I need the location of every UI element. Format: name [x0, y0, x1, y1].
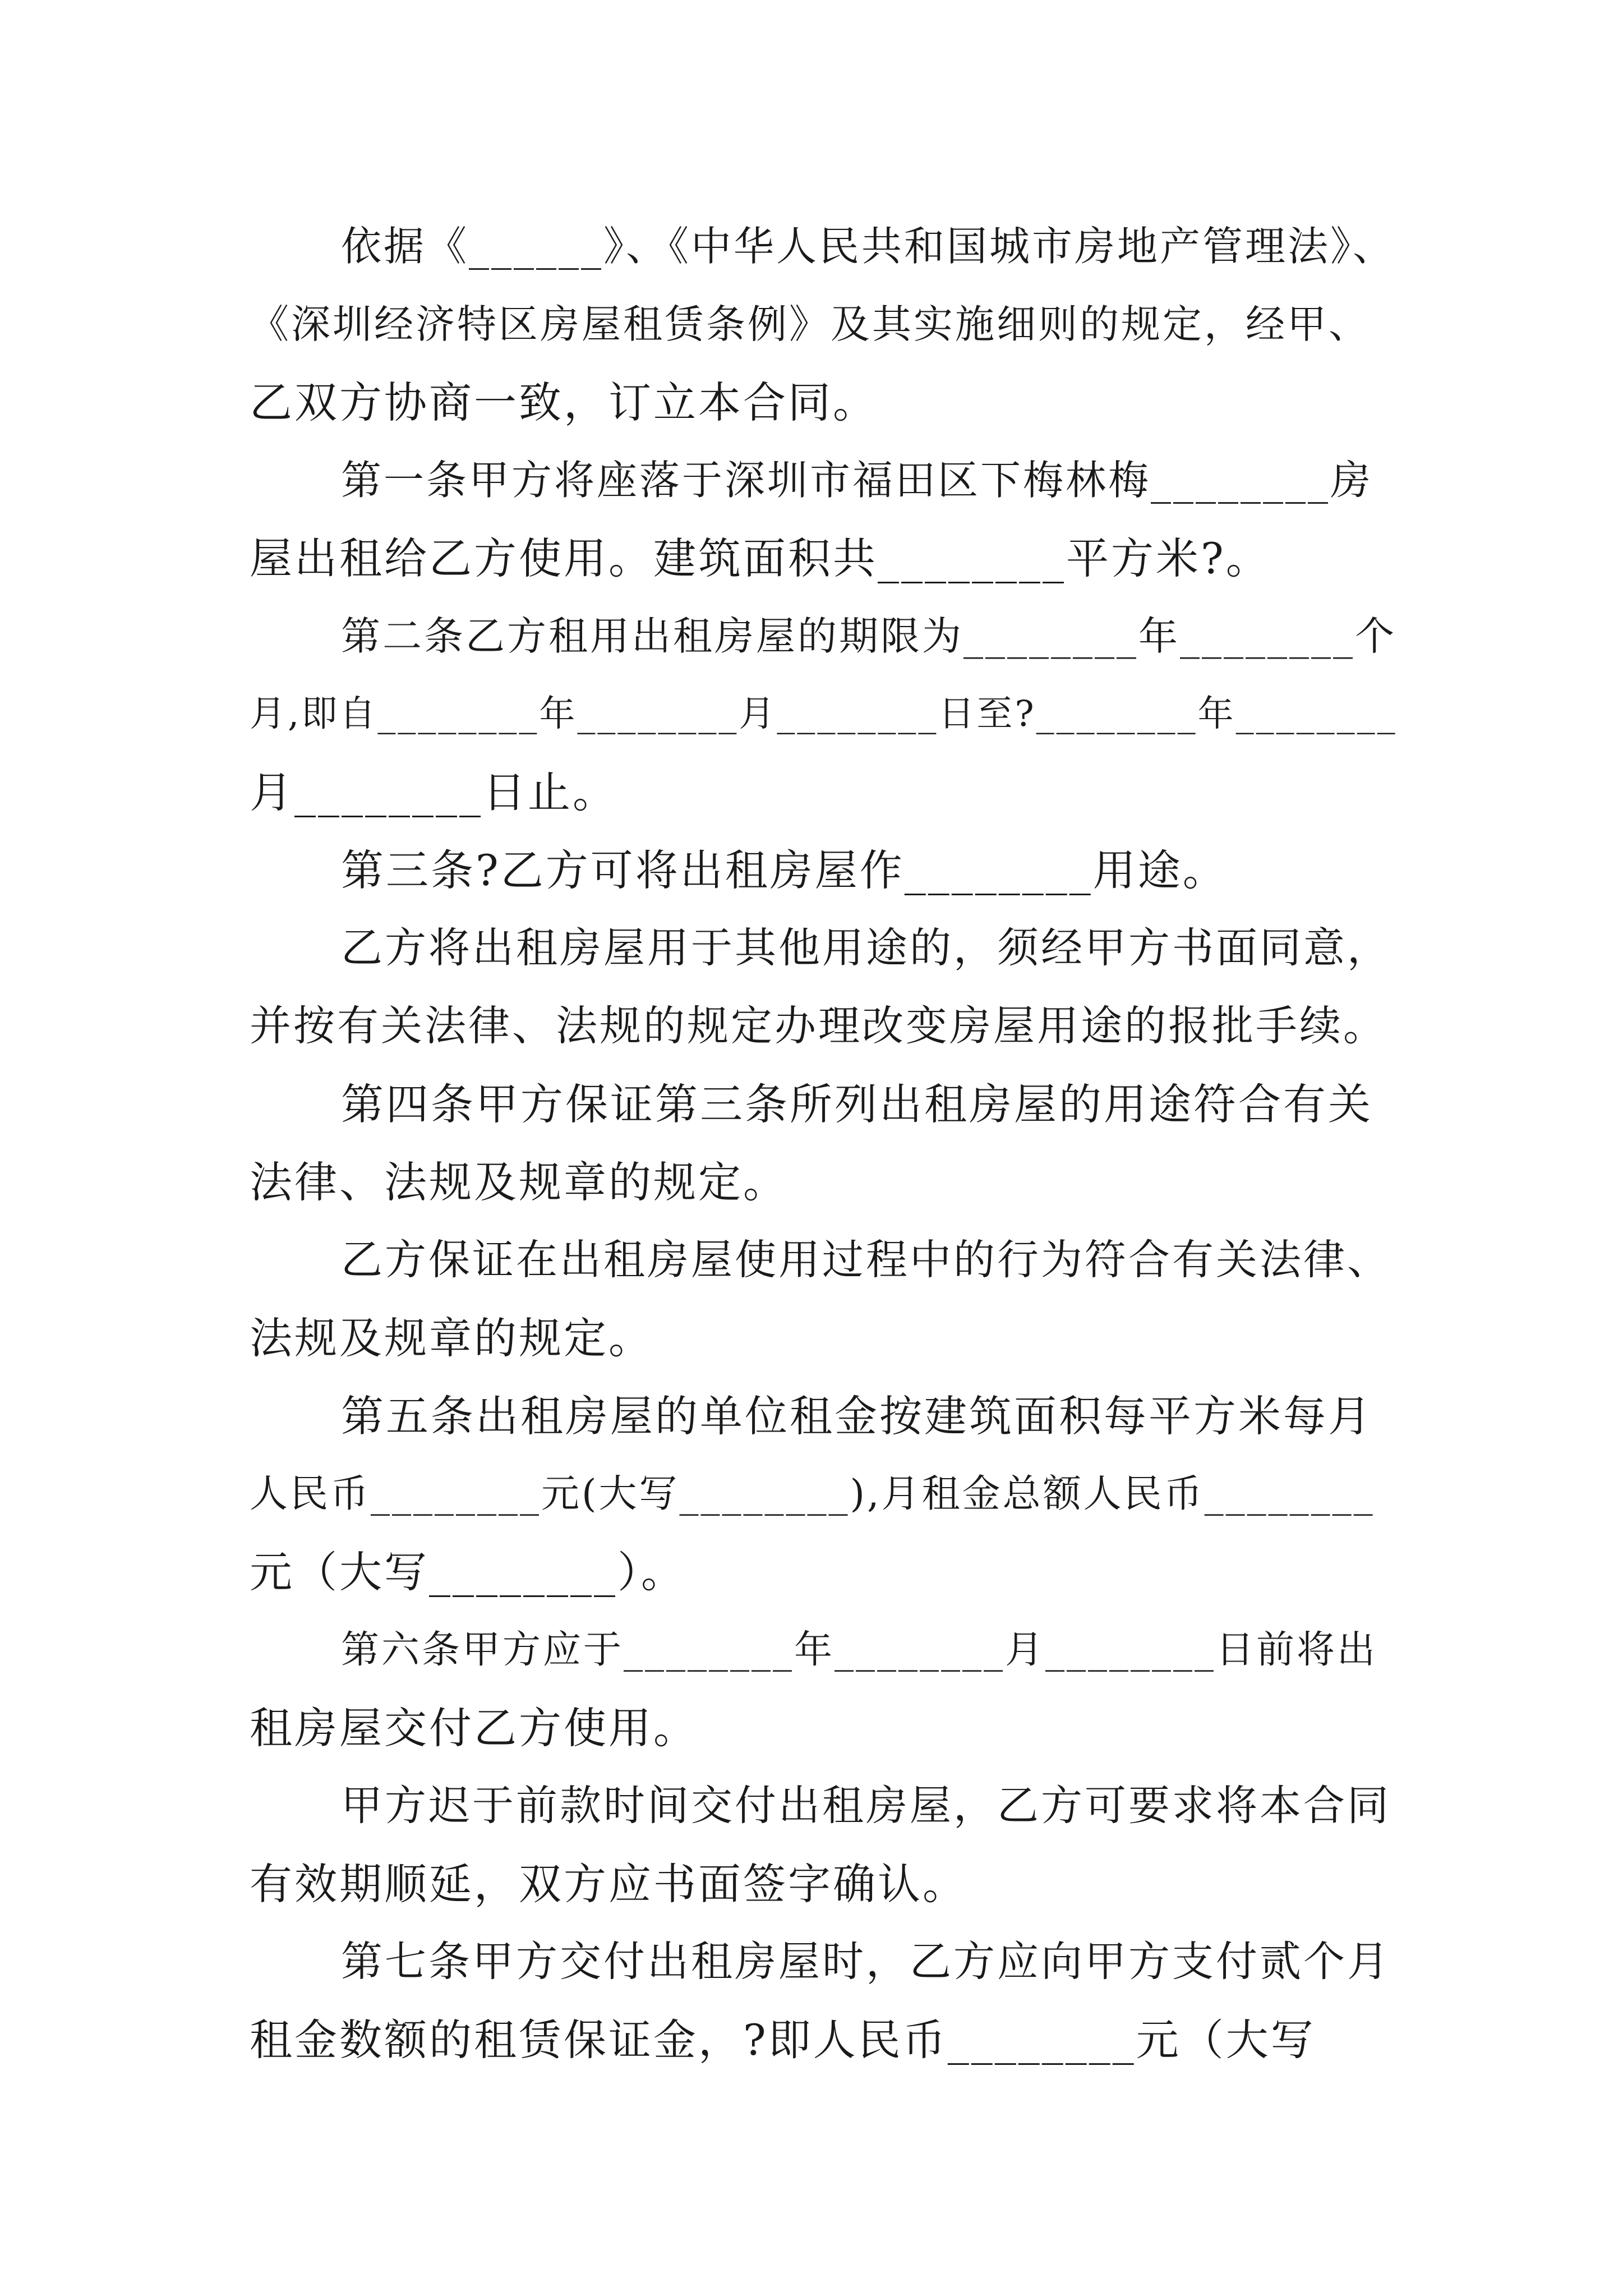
text-line: 法规及规章的规定。 [250, 1313, 653, 1363]
text-line: 元（大写________）。 [250, 1547, 686, 1597]
text-line: 第七条甲方交付出租房屋时，乙方应向甲方支付贰个月 [341, 1938, 1391, 1986]
text-line: 乙双方协商一致，订立本合同。 [250, 378, 878, 427]
text-line: 依据《______》、《中华人民共和国城市房地产管理法》、 [341, 223, 1396, 270]
text-line: 租房屋交付乙方使用。 [250, 1703, 698, 1753]
text-line: 第三条?乙方可将出租房屋作________用途。 [341, 845, 1228, 895]
text-line: 乙方保证在出租房屋使用过程中的行为符合有关法律、 [341, 1236, 1391, 1284]
text-line: 第一条甲方将座落于深圳市福田区下梅林梅________房 [341, 457, 1373, 504]
text-line: 月________日止。 [250, 767, 617, 817]
text-line: 屋出租给乙方使用。建筑面积共________平方米?。 [250, 533, 1271, 583]
text-line: 乙方将出租房屋用于其他用途的，须经甲方书面同意， [341, 924, 1391, 972]
contract-text [250, 208, 1399, 2079]
text-line: 第四条甲方保证第三条所列出租房屋的用途符合有关 [341, 1079, 1373, 1129]
text-line: 人民币________元(大写________),月租金总额人民币________ [250, 1472, 1375, 1516]
text-line: 第二条乙方租用出租房屋的期限为________年________个 [341, 613, 1396, 659]
text-line: 第六条甲方应于________年________月________日前将出 [341, 1628, 1378, 1672]
text-line: 法律、法规及规章的规定。 [250, 1157, 788, 1207]
text-line: 第五条出租房屋的单位租金按建筑面积每平方米每月 [341, 1391, 1373, 1441]
text-line: 并按有关法律、法规的规定办理改变房屋用途的报批手续。 [250, 1002, 1387, 1050]
text-line: 租金数额的租赁保证金，?即人民币________元（大写 [250, 2015, 1316, 2065]
text-line: 月,即自________年________月________日至?________年________ [250, 693, 1398, 735]
text-line: 有效期顺延，双方应书面签字确认。 [250, 1859, 967, 1909]
text-line: 《深圳经济特区房屋租赁条例》及其实施细则的规定，经甲、 [250, 301, 1370, 347]
text-line: 甲方迟于前款时间交付出租房屋，乙方可要求将本合同 [341, 1782, 1391, 1830]
